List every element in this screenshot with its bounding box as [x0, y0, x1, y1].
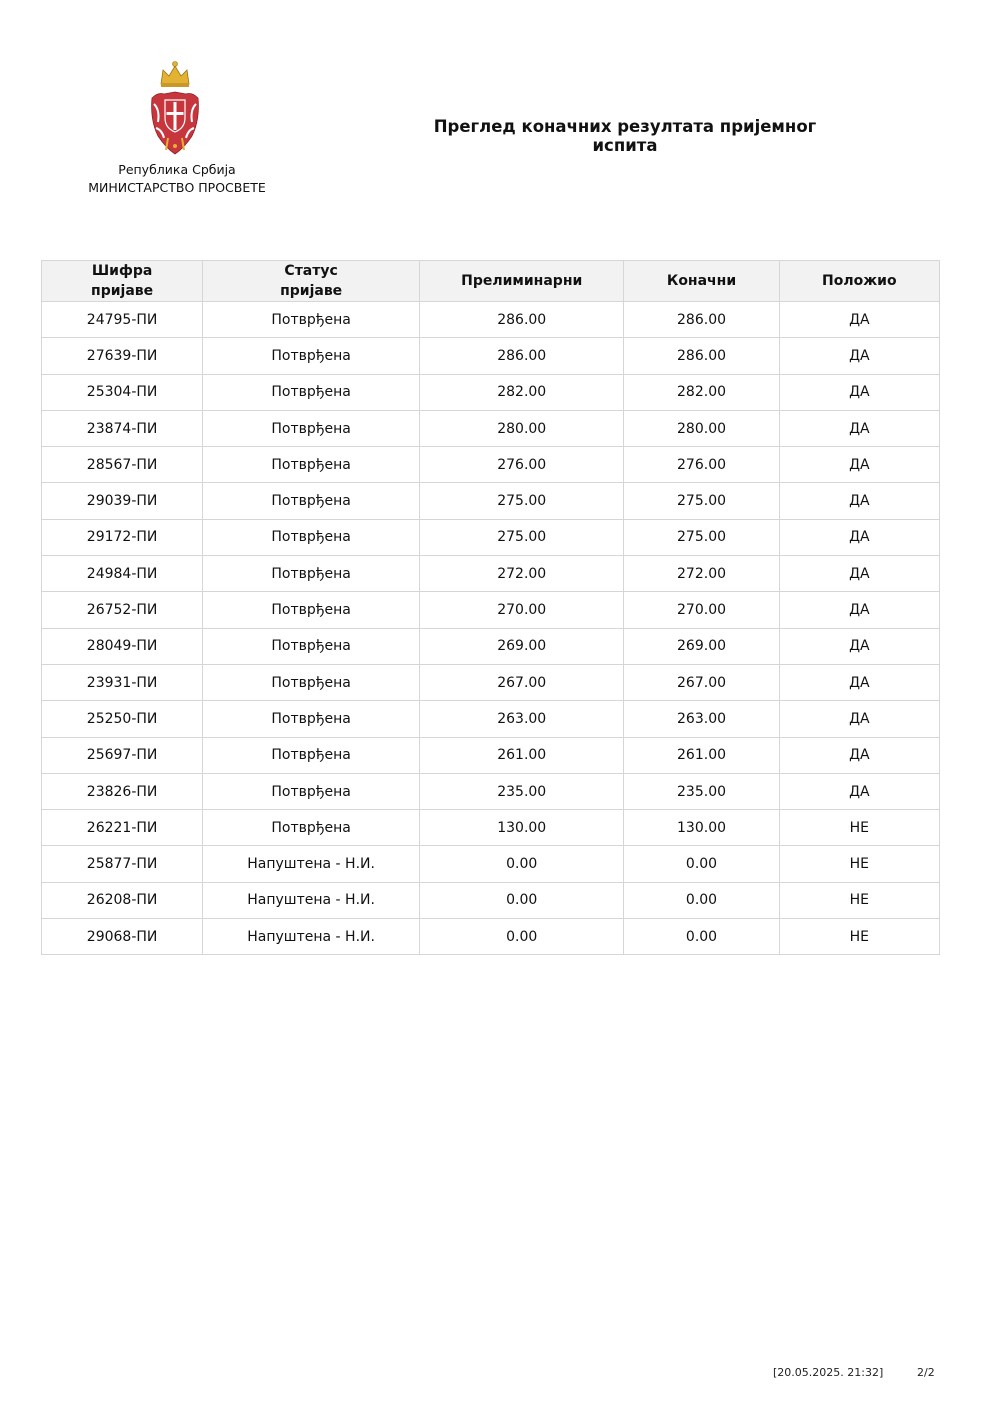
cell-final: 270.00	[624, 592, 779, 628]
cell-preliminary: 269.00	[420, 628, 624, 664]
cell-preliminary: 261.00	[420, 737, 624, 773]
cell-preliminary: 270.00	[420, 592, 624, 628]
cell-preliminary: 0.00	[420, 919, 624, 955]
cell-code: 26221-ПИ	[42, 810, 203, 846]
cell-final: 275.00	[624, 519, 779, 555]
cell-code: 23931-ПИ	[42, 664, 203, 700]
cell-code: 23874-ПИ	[42, 410, 203, 446]
cell-final: 275.00	[624, 483, 779, 519]
cell-final: 276.00	[624, 447, 779, 483]
cell-code: 24795-ПИ	[42, 302, 203, 338]
cell-passed: ДА	[779, 374, 939, 410]
results-table	[41, 260, 940, 955]
cell-code: 25877-ПИ	[42, 846, 203, 882]
cell-code: 29039-ПИ	[42, 483, 203, 519]
col-header-preliminary: Прелиминарни	[420, 261, 624, 302]
cell-preliminary: 282.00	[420, 374, 624, 410]
col-header-status-line1: Статус	[284, 263, 338, 279]
col-header-code-line1: Шифра	[91, 263, 153, 279]
table-row	[42, 737, 940, 773]
cell-passed: НЕ	[779, 810, 939, 846]
cell-status: Потврђена	[203, 410, 420, 446]
cell-final: 272.00	[624, 556, 779, 592]
cell-passed: ДА	[779, 737, 939, 773]
table-row	[42, 483, 940, 519]
cell-passed: ДА	[779, 664, 939, 700]
cell-code: 26752-ПИ	[42, 592, 203, 628]
cell-final: 0.00	[624, 919, 779, 955]
cell-status: Напуштена - Н.И.	[203, 882, 420, 918]
cell-final: 286.00	[624, 302, 779, 338]
cell-preliminary: 235.00	[420, 773, 624, 809]
cell-status: Потврђена	[203, 483, 420, 519]
cell-preliminary: 0.00	[420, 882, 624, 918]
table-row	[42, 810, 940, 846]
cell-passed: НЕ	[779, 919, 939, 955]
cell-preliminary: 276.00	[420, 447, 624, 483]
cell-code: 26208-ПИ	[42, 882, 203, 918]
organization-name	[82, 161, 272, 197]
cell-status: Напуштена - Н.И.	[203, 846, 420, 882]
table-row	[42, 410, 940, 446]
cell-passed: НЕ	[779, 882, 939, 918]
cell-final: 130.00	[624, 810, 779, 846]
cell-passed: ДА	[779, 592, 939, 628]
cell-passed: ДА	[779, 773, 939, 809]
col-header-code-line2: пријаве	[91, 283, 154, 299]
col-header-passed: Положио	[779, 261, 939, 302]
cell-status: Потврђена	[203, 302, 420, 338]
cell-final: 263.00	[624, 701, 779, 737]
table-row	[42, 519, 940, 555]
cell-status: Потврђена	[203, 338, 420, 374]
table-row	[42, 447, 940, 483]
table-row	[42, 846, 940, 882]
table-row	[42, 664, 940, 700]
cell-passed: ДА	[779, 338, 939, 374]
cell-final: 280.00	[624, 410, 779, 446]
cell-preliminary: 130.00	[420, 810, 624, 846]
cell-code: 24984-ПИ	[42, 556, 203, 592]
cell-preliminary: 0.00	[420, 846, 624, 882]
cell-code: 29068-ПИ	[42, 919, 203, 955]
cell-final: 269.00	[624, 628, 779, 664]
print-timestamp: [20.05.2025. 21:32]	[773, 1366, 884, 1379]
col-header-code	[42, 261, 203, 302]
cell-preliminary: 267.00	[420, 664, 624, 700]
cell-passed: ДА	[779, 483, 939, 519]
cell-code: 28567-ПИ	[42, 447, 203, 483]
cell-status: Потврђена	[203, 447, 420, 483]
cell-status: Потврђена	[203, 810, 420, 846]
cell-status: Потврђена	[203, 701, 420, 737]
cell-final: 0.00	[624, 882, 779, 918]
table-row	[42, 338, 940, 374]
cell-preliminary: 286.00	[420, 302, 624, 338]
table-row	[42, 701, 940, 737]
cell-status: Потврђена	[203, 737, 420, 773]
cell-status: Потврђена	[203, 519, 420, 555]
org-country: Република Србија	[118, 162, 236, 177]
cell-preliminary: 263.00	[420, 701, 624, 737]
cell-status: Потврђена	[203, 592, 420, 628]
table-row	[42, 628, 940, 664]
cell-status: Напуштена - Н.И.	[203, 919, 420, 955]
cell-status: Потврђена	[203, 773, 420, 809]
cell-status: Потврђена	[203, 374, 420, 410]
cell-code: 25697-ПИ	[42, 737, 203, 773]
cell-code: 25250-ПИ	[42, 701, 203, 737]
table-header-row	[42, 261, 940, 302]
cell-passed: ДА	[779, 556, 939, 592]
table-row	[42, 556, 940, 592]
table-row	[42, 374, 940, 410]
cell-passed: НЕ	[779, 846, 939, 882]
cell-final: 261.00	[624, 737, 779, 773]
cell-passed: ДА	[779, 302, 939, 338]
cell-preliminary: 275.00	[420, 483, 624, 519]
cell-code: 28049-ПИ	[42, 628, 203, 664]
cell-passed: ДА	[779, 628, 939, 664]
cell-final: 267.00	[624, 664, 779, 700]
cell-passed: ДА	[779, 447, 939, 483]
cell-final: 235.00	[624, 773, 779, 809]
org-ministry: МИНИСТАРСТВО ПРОСВЕТЕ	[88, 180, 266, 195]
cell-code: 29172-ПИ	[42, 519, 203, 555]
cell-code: 25304-ПИ	[42, 374, 203, 410]
cell-passed: ДА	[779, 410, 939, 446]
table-row	[42, 773, 940, 809]
table-row	[42, 302, 940, 338]
cell-status: Потврђена	[203, 556, 420, 592]
table-row	[42, 882, 940, 918]
cell-status: Потврђена	[203, 664, 420, 700]
table-row	[42, 592, 940, 628]
table-row	[42, 919, 940, 955]
cell-passed: ДА	[779, 701, 939, 737]
col-header-status-line2: пријаве	[280, 283, 343, 299]
cell-passed: ДА	[779, 519, 939, 555]
cell-preliminary: 275.00	[420, 519, 624, 555]
cell-preliminary: 272.00	[420, 556, 624, 592]
cell-status: Потврђена	[203, 628, 420, 664]
col-header-final: Коначни	[624, 261, 779, 302]
cell-code: 23826-ПИ	[42, 773, 203, 809]
cell-final: 286.00	[624, 338, 779, 374]
cell-final: 0.00	[624, 846, 779, 882]
cell-preliminary: 286.00	[420, 338, 624, 374]
page-number: 2/2	[917, 1366, 935, 1379]
coat-of-arms-icon	[148, 58, 202, 158]
cell-final: 282.00	[624, 374, 779, 410]
cell-preliminary: 280.00	[420, 410, 624, 446]
col-header-status	[203, 261, 420, 302]
page-title: Преглед коначних резултата пријемног испита	[433, 117, 817, 155]
cell-code: 27639-ПИ	[42, 338, 203, 374]
